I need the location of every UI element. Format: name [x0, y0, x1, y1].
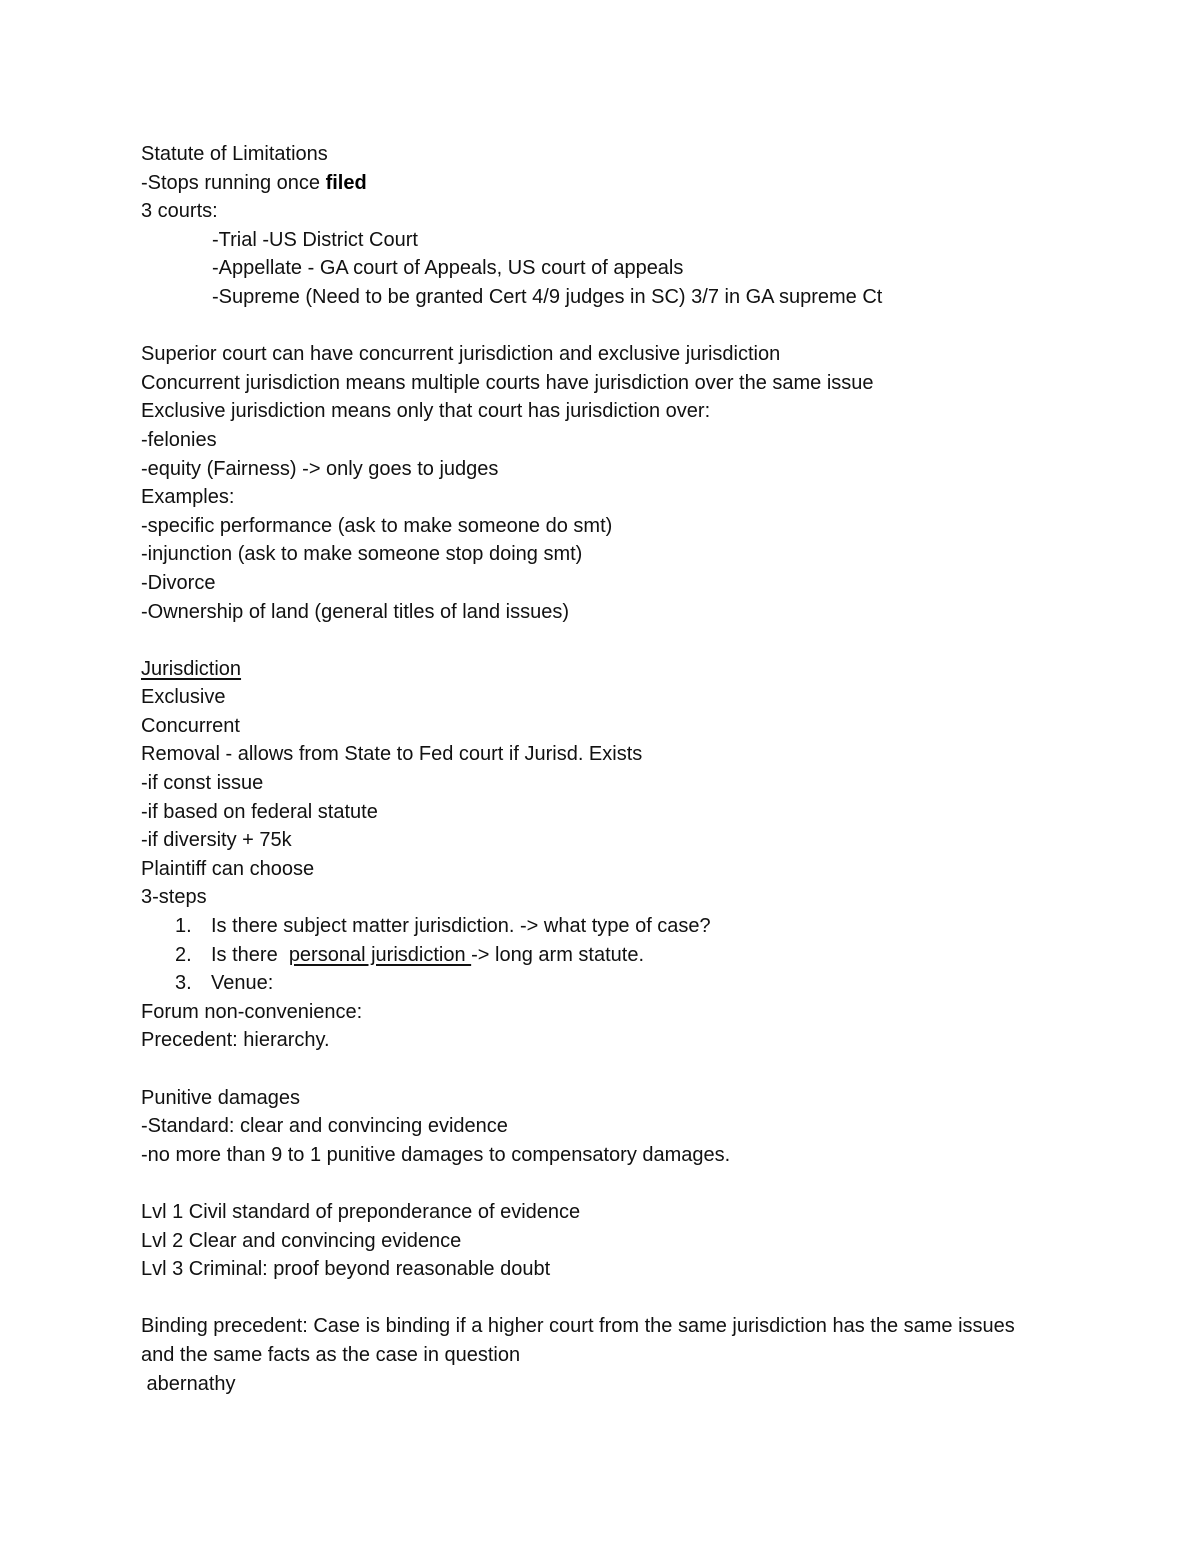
- text-line: -equity (Fairness) -> only goes to judges: [141, 457, 499, 480]
- text-line: Superior court can have concurrent jurisdiction and exclusive jurisdiction: [141, 343, 781, 366]
- text-line: 3-steps: [141, 886, 207, 909]
- text-line: Exclusive: [141, 686, 226, 709]
- court-item-trial: -Trial -US District Court: [212, 228, 418, 251]
- filed-bold-text: filed: [325, 171, 367, 194]
- text-line: -if const issue: [141, 772, 264, 795]
- blank-line: [141, 1169, 1041, 1198]
- text-line: Concurrent: [141, 714, 240, 737]
- text-line: Removal - allows from State to Fed court if Jurisd. Exists: [141, 743, 643, 766]
- text-line: Plaintiff can choose: [141, 857, 315, 880]
- text-line: Lvl 3 Criminal: proof beyond reasonable doubt: [141, 1258, 551, 1281]
- numbered-step-2: [141, 941, 1041, 970]
- stops-running-text: -Stops running once: [141, 171, 326, 194]
- jurisdiction-heading-text: Jurisdiction: [141, 657, 242, 680]
- document-body: [141, 140, 1041, 1398]
- step-text: -> long arm statute.: [471, 943, 645, 966]
- text-line: Lvl 1 Civil standard of preponderance of evidence: [141, 1200, 581, 1223]
- text-line: -specific performance (ask to make someone do smt): [141, 514, 613, 537]
- step-number: 1.: [175, 915, 192, 938]
- text-line: -felonies: [141, 428, 217, 451]
- step-text: Venue:: [211, 972, 274, 995]
- blank-line: [141, 626, 1041, 655]
- statute-title: Statute of Limitations: [141, 143, 328, 165]
- text-line: -if diversity + 75k: [141, 829, 292, 852]
- court-item-appellate: -Appellate - GA court of Appeals, US court of appeals: [212, 257, 684, 280]
- step-number: 2.: [175, 943, 192, 966]
- personal-jurisdiction-text: personal jurisdiction: [288, 943, 472, 966]
- blank-line: [141, 1284, 1041, 1313]
- text-line: -Standard: clear and convincing evidence: [141, 1115, 508, 1138]
- step-text: Is there subject matter jurisdiction. -> what type of case?: [211, 915, 711, 938]
- text-line: Examples:: [141, 486, 235, 509]
- text-line: Precedent: hierarchy.: [141, 1029, 330, 1052]
- step-text: Is there: [211, 943, 289, 966]
- text-line: -if based on federal statute: [141, 800, 378, 823]
- text-line: -Ownership of land (general titles of land issues): [141, 600, 569, 623]
- numbered-step-3: [141, 969, 1041, 998]
- text-line: Lvl 2 Clear and convincing evidence: [141, 1229, 462, 1252]
- text-line: Forum non-convenience:: [141, 1000, 363, 1023]
- text-line: -injunction (ask to make someone stop doing smt): [141, 543, 583, 566]
- courts-heading: 3 courts:: [141, 200, 218, 223]
- text-line: -Divorce: [141, 571, 216, 594]
- blank-line: [141, 312, 1041, 341]
- text-line: Exclusive jurisdiction means only that court has jurisdiction over:: [141, 400, 711, 423]
- step-number: 3.: [175, 972, 192, 995]
- blank-line: [141, 1055, 1041, 1084]
- numbered-step-1: [141, 912, 1041, 941]
- text-line: Concurrent jurisdiction means multiple courts have jurisdiction over the same issue: [141, 371, 874, 394]
- abernathy-text: abernathy: [141, 1372, 236, 1395]
- court-item-supreme: -Supreme (Need to be granted Cert 4/9 judges in SC) 3/7 in GA supreme Ct: [212, 285, 883, 308]
- text-line: Punitive damages: [141, 1086, 300, 1109]
- jurisdiction-heading: [141, 655, 1041, 684]
- stops-running-line: [141, 169, 1041, 198]
- text-line: -no more than 9 to 1 punitive damages to compensatory damages.: [141, 1143, 731, 1166]
- binding-precedent-paragraph: Binding precedent: Case is binding if a higher court from the same jurisdiction has the same issues and the same facts as the case in question: [141, 1315, 1015, 1366]
